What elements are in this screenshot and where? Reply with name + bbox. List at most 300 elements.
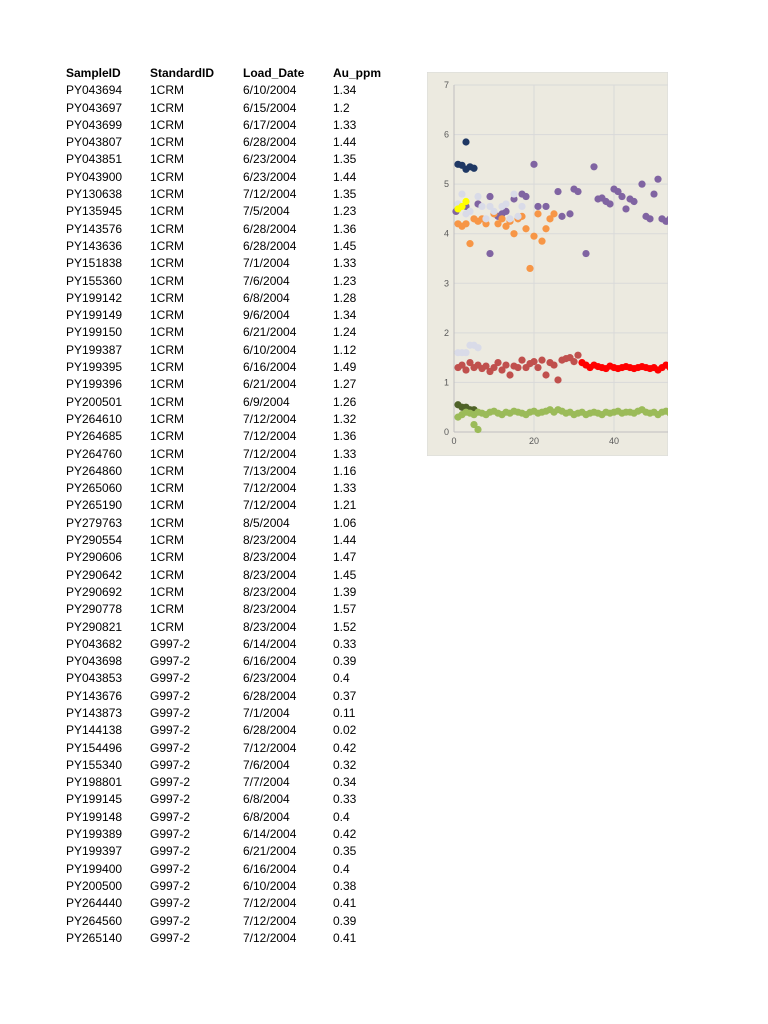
data-point[interactable]	[486, 250, 493, 257]
cell-sampleid[interactable]: PY264610	[66, 411, 123, 426]
cell-standardid[interactable]: 1CRM	[150, 567, 185, 582]
data-point[interactable]	[530, 161, 537, 168]
cell-au-ppm[interactable]: 1.28	[333, 290, 357, 305]
table-row	[66, 722, 393, 739]
cell-sampleid[interactable]: PY290778	[66, 602, 123, 617]
cell-au-ppm[interactable]: 1.33	[333, 481, 357, 496]
table-row	[66, 826, 393, 843]
data-point[interactable]	[482, 215, 489, 222]
data-point[interactable]	[646, 215, 653, 222]
cell-sampleid[interactable]: PY155360	[66, 273, 123, 288]
data-point[interactable]	[502, 361, 509, 368]
table-row	[66, 238, 393, 255]
cell-au-ppm[interactable]: 0.41	[333, 896, 357, 911]
cell-load-date[interactable]: 7/12/2004	[243, 498, 297, 513]
data-point[interactable]	[574, 188, 581, 195]
data-point[interactable]	[478, 203, 485, 210]
cell-au-ppm[interactable]: 1.2	[333, 100, 350, 115]
cell-standardid[interactable]: G997-2	[150, 688, 191, 703]
cell-load-date[interactable]: 8/23/2004	[243, 550, 297, 565]
data-point[interactable]	[542, 225, 549, 232]
cell-standardid[interactable]: 1CRM	[150, 273, 185, 288]
cell-standardid[interactable]: G997-2	[150, 844, 191, 859]
data-point[interactable]	[554, 376, 561, 383]
cell-au-ppm[interactable]: 1.57	[333, 602, 357, 617]
cell-au-ppm[interactable]: 1.27	[333, 377, 357, 392]
cell-au-ppm[interactable]: 0.4	[333, 671, 350, 686]
data-point[interactable]	[466, 240, 473, 247]
cell-sampleid[interactable]: PY199396	[66, 377, 123, 392]
data-point[interactable]	[534, 210, 541, 217]
cell-load-date[interactable]: 6/21/2004	[243, 844, 297, 859]
cell-au-ppm[interactable]: 1.36	[333, 429, 357, 444]
cell-standardid[interactable]: 1CRM	[150, 308, 185, 323]
cell-load-date[interactable]: 6/16/2004	[243, 654, 297, 669]
cell-au-ppm[interactable]: 1.35	[333, 187, 357, 202]
cell-load-date[interactable]: 8/23/2004	[243, 533, 297, 548]
cell-au-ppm[interactable]: 1.26	[333, 394, 357, 409]
cell-au-ppm[interactable]: 1.12	[333, 342, 357, 357]
cell-standardid[interactable]: 1CRM	[150, 256, 185, 271]
cell-standardid[interactable]: 1CRM	[150, 152, 185, 167]
data-point[interactable]	[566, 210, 573, 217]
table-row	[66, 255, 393, 272]
cell-standardid[interactable]: 1CRM	[150, 584, 185, 599]
data-point[interactable]	[526, 265, 533, 272]
cell-load-date[interactable]: 8/23/2004	[243, 584, 297, 599]
data-point[interactable]	[558, 213, 565, 220]
data-point[interactable]	[462, 349, 469, 356]
cell-load-date[interactable]: 6/28/2004	[243, 135, 297, 150]
cell-sampleid[interactable]: PY143676	[66, 688, 123, 703]
cell-au-ppm[interactable]: 1.21	[333, 498, 357, 513]
cell-sampleid[interactable]: PY290821	[66, 619, 123, 634]
cell-au-ppm[interactable]: 0.33	[333, 792, 357, 807]
scatter-chart[interactable]	[427, 72, 668, 456]
cell-au-ppm[interactable]: 1.44	[333, 169, 357, 184]
cell-au-ppm[interactable]: 1.06	[333, 515, 357, 530]
cell-sampleid[interactable]: PY279763	[66, 515, 123, 530]
data-point[interactable]	[494, 359, 501, 366]
cell-load-date[interactable]: 6/10/2004	[243, 83, 297, 98]
cell-sampleid[interactable]: PY264560	[66, 913, 123, 928]
cell-sampleid[interactable]: PY144138	[66, 723, 123, 738]
data-point[interactable]	[506, 371, 513, 378]
cell-load-date[interactable]: 6/16/2004	[243, 360, 297, 375]
data-point[interactable]	[654, 176, 661, 183]
y-tick-label: 6	[443, 129, 449, 140]
cell-load-date[interactable]: 7/12/2004	[243, 429, 297, 444]
cell-au-ppm[interactable]: 1.23	[333, 273, 357, 288]
cell-load-date[interactable]: 6/21/2004	[243, 325, 297, 340]
cell-au-ppm[interactable]: 0.4	[333, 861, 350, 876]
cell-standardid[interactable]: 1CRM	[150, 446, 185, 461]
table-row	[66, 584, 393, 601]
cell-standardid[interactable]: 1CRM	[150, 360, 185, 375]
table-row	[66, 82, 393, 99]
cell-load-date[interactable]: 7/12/2004	[243, 930, 297, 945]
cell-sampleid[interactable]: PY043682	[66, 636, 123, 651]
cell-load-date[interactable]: 6/17/2004	[243, 117, 297, 132]
cell-sampleid[interactable]: PY151838	[66, 256, 123, 271]
cell-au-ppm[interactable]: 1.49	[333, 360, 357, 375]
data-point[interactable]	[518, 357, 525, 364]
cell-sampleid[interactable]: PY199397	[66, 844, 123, 859]
cell-load-date[interactable]: 7/12/2004	[243, 187, 297, 202]
cell-au-ppm[interactable]: 1.32	[333, 411, 357, 426]
cell-load-date[interactable]: 6/8/2004	[243, 792, 290, 807]
cell-au-ppm[interactable]: 1.16	[333, 463, 357, 478]
data-point[interactable]	[462, 138, 469, 145]
cell-load-date[interactable]: 6/28/2004	[243, 723, 297, 738]
table-row	[66, 151, 393, 168]
cell-standardid[interactable]: 1CRM	[150, 290, 185, 305]
data-point[interactable]	[462, 366, 469, 373]
cell-standardid[interactable]: 1CRM	[150, 411, 185, 426]
table-row	[66, 878, 393, 895]
cell-sampleid[interactable]: PY265060	[66, 481, 123, 496]
cell-sampleid[interactable]: PY199387	[66, 342, 123, 357]
cell-sampleid[interactable]: PY199389	[66, 827, 123, 842]
cell-load-date[interactable]: 6/28/2004	[243, 221, 297, 236]
cell-standardid[interactable]: G997-2	[150, 654, 191, 669]
cell-load-date[interactable]: 6/23/2004	[243, 169, 297, 184]
cell-au-ppm[interactable]: 1.52	[333, 619, 357, 634]
cell-standardid[interactable]: 1CRM	[150, 481, 185, 496]
data-point[interactable]	[630, 198, 637, 205]
cell-load-date[interactable]: 6/23/2004	[243, 152, 297, 167]
data-point[interactable]	[650, 190, 657, 197]
cell-standardid[interactable]: 1CRM	[150, 117, 185, 132]
cell-load-date[interactable]: 7/1/2004	[243, 256, 290, 271]
cell-sampleid[interactable]: PY135945	[66, 204, 123, 219]
cell-standardid[interactable]: G997-2	[150, 636, 191, 651]
header-load-date[interactable]: Load_Date	[243, 66, 305, 80]
cell-au-ppm[interactable]: 0.33	[333, 636, 357, 651]
table-row	[66, 324, 393, 341]
y-tick-label: 7	[443, 80, 449, 90]
cell-load-date[interactable]: 7/12/2004	[243, 896, 297, 911]
cell-standardid[interactable]: G997-2	[150, 792, 191, 807]
data-point[interactable]	[502, 200, 509, 207]
cell-standardid[interactable]: G997-2	[150, 878, 191, 893]
cell-load-date[interactable]: 6/14/2004	[243, 827, 297, 842]
cell-sampleid[interactable]: PY154496	[66, 740, 123, 755]
table-row	[66, 688, 393, 705]
data-point[interactable]	[590, 163, 597, 170]
cell-au-ppm[interactable]: 0.38	[333, 878, 357, 893]
cell-au-ppm[interactable]: 0.02	[333, 723, 357, 738]
cell-standardid[interactable]: 1CRM	[150, 602, 185, 617]
cell-load-date[interactable]: 7/12/2004	[243, 481, 297, 496]
cell-standardid[interactable]: 1CRM	[150, 221, 185, 236]
cell-standardid[interactable]: 1CRM	[150, 463, 185, 478]
cell-standardid[interactable]: G997-2	[150, 827, 191, 842]
cell-load-date[interactable]: 9/6/2004	[243, 308, 290, 323]
cell-standardid[interactable]: G997-2	[150, 896, 191, 911]
cell-load-date[interactable]: 6/14/2004	[243, 636, 297, 651]
cell-sampleid[interactable]: PY199149	[66, 308, 123, 323]
cell-sampleid[interactable]: PY043853	[66, 671, 123, 686]
cell-standardid[interactable]: 1CRM	[150, 429, 185, 444]
cell-load-date[interactable]: 7/1/2004	[243, 705, 290, 720]
cell-au-ppm[interactable]: 1.33	[333, 446, 357, 461]
cell-standardid[interactable]: 1CRM	[150, 204, 185, 219]
cell-sampleid[interactable]: PY043807	[66, 135, 123, 150]
cell-standardid[interactable]: G997-2	[150, 705, 191, 720]
cell-sampleid[interactable]: PY264860	[66, 463, 123, 478]
data-point[interactable]	[574, 352, 581, 359]
cell-standardid[interactable]: G997-2	[150, 671, 191, 686]
table-row	[66, 791, 393, 808]
cell-load-date[interactable]: 6/10/2004	[243, 342, 297, 357]
table-row	[66, 653, 393, 670]
data-point[interactable]	[530, 358, 537, 365]
cell-standardid[interactable]: 1CRM	[150, 550, 185, 565]
data-point[interactable]	[534, 203, 541, 210]
cell-au-ppm[interactable]: 1.35	[333, 152, 357, 167]
table-row	[66, 376, 393, 393]
cell-au-ppm[interactable]: 1.33	[333, 117, 357, 132]
cell-standardid[interactable]: G997-2	[150, 723, 191, 738]
data-point[interactable]	[550, 210, 557, 217]
data-point[interactable]	[550, 361, 557, 368]
data-point[interactable]	[514, 364, 521, 371]
cell-load-date[interactable]: 8/23/2004	[243, 567, 297, 582]
y-tick-label: 0	[443, 427, 449, 437]
cell-load-date[interactable]: 6/16/2004	[243, 861, 297, 876]
header-au-ppm[interactable]: Au_ppm	[333, 66, 381, 80]
table-row	[66, 670, 393, 687]
table-row	[66, 134, 393, 151]
cell-standardid[interactable]: 1CRM	[150, 377, 185, 392]
cell-au-ppm[interactable]: 0.42	[333, 827, 357, 842]
table-row	[66, 446, 393, 463]
cell-au-ppm[interactable]: 1.45	[333, 238, 357, 253]
cell-load-date[interactable]: 6/8/2004	[243, 290, 290, 305]
cell-au-ppm[interactable]: 1.34	[333, 83, 357, 98]
cell-sampleid[interactable]: PY290606	[66, 550, 123, 565]
cell-standardid[interactable]: 1CRM	[150, 100, 185, 115]
data-point[interactable]	[618, 193, 625, 200]
data-point[interactable]	[542, 371, 549, 378]
cell-standardid[interactable]: 1CRM	[150, 619, 185, 634]
cell-load-date[interactable]: 7/12/2004	[243, 740, 297, 755]
cell-au-ppm[interactable]: 0.34	[333, 775, 357, 790]
table-row	[66, 895, 393, 912]
cell-au-ppm[interactable]: 0.35	[333, 844, 357, 859]
cell-standardid[interactable]: 1CRM	[150, 83, 185, 98]
data-point[interactable]	[530, 233, 537, 240]
data-table	[66, 65, 393, 947]
data-point[interactable]	[606, 200, 613, 207]
cell-standardid[interactable]: 1CRM	[150, 342, 185, 357]
cell-au-ppm[interactable]: 0.39	[333, 654, 357, 669]
data-point[interactable]	[538, 357, 545, 364]
cell-standardid[interactable]: 1CRM	[150, 533, 185, 548]
cell-load-date[interactable]: 7/12/2004	[243, 411, 297, 426]
cell-sampleid[interactable]: PY043694	[66, 83, 123, 98]
cell-sampleid[interactable]: PY264440	[66, 896, 123, 911]
data-point[interactable]	[458, 190, 465, 197]
table-row	[66, 861, 393, 878]
cell-sampleid[interactable]: PY264760	[66, 446, 123, 461]
cell-sampleid[interactable]: PY199395	[66, 360, 123, 375]
cell-standardid[interactable]: 1CRM	[150, 238, 185, 253]
cell-au-ppm[interactable]: 0.32	[333, 757, 357, 772]
data-point[interactable]	[462, 198, 469, 205]
cell-standardid[interactable]: 1CRM	[150, 187, 185, 202]
cell-sampleid[interactable]: PY043697	[66, 100, 123, 115]
header-standardid[interactable]: StandardID	[150, 66, 215, 80]
header-sampleid[interactable]: SampleID	[66, 66, 121, 80]
table-row	[66, 532, 393, 549]
data-point[interactable]	[514, 213, 521, 220]
cell-sampleid[interactable]: PY200501	[66, 394, 123, 409]
cell-standardid[interactable]: G997-2	[150, 757, 191, 772]
data-point[interactable]	[498, 215, 505, 222]
data-point[interactable]	[510, 230, 517, 237]
cell-au-ppm[interactable]: 1.39	[333, 584, 357, 599]
cell-sampleid[interactable]: PY264685	[66, 429, 123, 444]
cell-load-date[interactable]: 6/28/2004	[243, 688, 297, 703]
y-tick-label: 3	[443, 278, 449, 289]
cell-load-date[interactable]: 8/5/2004	[243, 515, 290, 530]
cell-standardid[interactable]: 1CRM	[150, 394, 185, 409]
cell-au-ppm[interactable]: 1.47	[333, 550, 357, 565]
cell-sampleid[interactable]: PY199150	[66, 325, 123, 340]
data-point[interactable]	[554, 188, 561, 195]
data-point[interactable]	[470, 165, 477, 172]
cell-au-ppm[interactable]: 1.33	[333, 256, 357, 271]
cell-au-ppm[interactable]: 0.4	[333, 809, 350, 824]
cell-standardid[interactable]: 1CRM	[150, 135, 185, 150]
cell-sampleid[interactable]: PY200500	[66, 878, 123, 893]
table-row	[66, 757, 393, 774]
cell-sampleid[interactable]: PY043699	[66, 117, 123, 132]
cell-au-ppm[interactable]: 1.24	[333, 325, 357, 340]
cell-sampleid[interactable]: PY143873	[66, 705, 123, 720]
cell-sampleid[interactable]: PY155340	[66, 757, 123, 772]
cell-standardid[interactable]: G997-2	[150, 809, 191, 824]
data-point[interactable]	[582, 250, 589, 257]
cell-sampleid[interactable]: PY043900	[66, 169, 123, 184]
cell-sampleid[interactable]: PY043698	[66, 654, 123, 669]
cell-sampleid[interactable]: PY143636	[66, 238, 123, 253]
cell-au-ppm[interactable]: 0.42	[333, 740, 357, 755]
data-point[interactable]	[462, 220, 469, 227]
cell-load-date[interactable]: 7/7/2004	[243, 775, 290, 790]
data-point[interactable]	[474, 426, 481, 433]
cell-load-date[interactable]: 6/15/2004	[243, 100, 297, 115]
cell-load-date[interactable]: 7/12/2004	[243, 446, 297, 461]
cell-load-date[interactable]: 6/10/2004	[243, 878, 297, 893]
cell-sampleid[interactable]: PY290692	[66, 584, 123, 599]
cell-load-date[interactable]: 7/6/2004	[243, 757, 290, 772]
table-body	[66, 82, 393, 947]
data-point[interactable]	[466, 208, 473, 215]
cell-sampleid[interactable]: PY199142	[66, 290, 123, 305]
cell-sampleid[interactable]: PY290642	[66, 567, 123, 582]
cell-sampleid[interactable]: PY043851	[66, 152, 123, 167]
cell-sampleid[interactable]: PY290554	[66, 533, 123, 548]
data-point[interactable]	[522, 225, 529, 232]
cell-sampleid[interactable]: PY199145	[66, 792, 123, 807]
cell-sampleid[interactable]: PY199400	[66, 861, 123, 876]
data-point[interactable]	[538, 238, 545, 245]
cell-load-date[interactable]: 6/9/2004	[243, 394, 290, 409]
cell-standardid[interactable]: G997-2	[150, 913, 191, 928]
data-point[interactable]	[510, 190, 517, 197]
cell-sampleid[interactable]: PY198801	[66, 775, 123, 790]
cell-sampleid[interactable]: PY265140	[66, 930, 123, 945]
cell-standardid[interactable]: 1CRM	[150, 515, 185, 530]
cell-au-ppm[interactable]: 0.39	[333, 913, 357, 928]
data-point[interactable]	[474, 193, 481, 200]
cell-standardid[interactable]: 1CRM	[150, 169, 185, 184]
cell-load-date[interactable]: 7/13/2004	[243, 463, 297, 478]
cell-load-date[interactable]: 6/23/2004	[243, 671, 297, 686]
cell-sampleid[interactable]: PY130638	[66, 187, 123, 202]
cell-au-ppm[interactable]: 0.11	[333, 705, 356, 720]
chart-svg	[427, 72, 668, 456]
cell-load-date[interactable]: 7/5/2004	[243, 204, 290, 219]
x-tick-label: 40	[608, 436, 620, 446]
cell-au-ppm[interactable]: 1.34	[333, 308, 357, 323]
cell-au-ppm[interactable]: 1.23	[333, 204, 357, 219]
cell-load-date[interactable]: 6/28/2004	[243, 238, 297, 253]
cell-load-date[interactable]: 8/23/2004	[243, 602, 297, 617]
cell-sampleid[interactable]: PY265190	[66, 498, 123, 513]
cell-sampleid[interactable]: PY199148	[66, 809, 123, 824]
cell-load-date[interactable]: 6/21/2004	[243, 377, 297, 392]
cell-standardid[interactable]: 1CRM	[150, 325, 185, 340]
cell-load-date[interactable]: 6/8/2004	[243, 809, 290, 824]
cell-standardid[interactable]: G997-2	[150, 775, 191, 790]
cell-au-ppm[interactable]: 1.44	[333, 135, 357, 150]
cell-au-ppm[interactable]: 1.45	[333, 567, 357, 582]
cell-au-ppm[interactable]: 0.41	[333, 930, 357, 945]
table-row	[66, 117, 393, 134]
data-point[interactable]	[518, 203, 525, 210]
cell-au-ppm[interactable]: 1.36	[333, 221, 357, 236]
cell-load-date[interactable]: 7/12/2004	[243, 913, 297, 928]
cell-standardid[interactable]: G997-2	[150, 740, 191, 755]
data-point[interactable]	[570, 358, 577, 365]
cell-au-ppm[interactable]: 1.44	[333, 533, 357, 548]
table-row	[66, 930, 393, 947]
cell-standardid[interactable]: G997-2	[150, 930, 191, 945]
data-point[interactable]	[542, 203, 549, 210]
cell-sampleid[interactable]: PY143576	[66, 221, 123, 236]
cell-au-ppm[interactable]: 0.37	[333, 688, 357, 703]
data-point[interactable]	[490, 208, 497, 215]
data-point[interactable]	[534, 364, 541, 371]
data-point[interactable]	[474, 344, 481, 351]
data-point[interactable]	[622, 205, 629, 212]
table-row	[66, 636, 393, 653]
cell-load-date[interactable]: 7/6/2004	[243, 273, 290, 288]
data-point[interactable]	[522, 193, 529, 200]
data-point[interactable]	[506, 215, 513, 222]
table-row	[66, 774, 393, 791]
table-row	[66, 567, 393, 584]
data-point[interactable]	[638, 181, 645, 188]
cell-standardid[interactable]: G997-2	[150, 861, 191, 876]
cell-load-date[interactable]: 8/23/2004	[243, 619, 297, 634]
data-point[interactable]	[486, 193, 493, 200]
cell-standardid[interactable]: 1CRM	[150, 498, 185, 513]
